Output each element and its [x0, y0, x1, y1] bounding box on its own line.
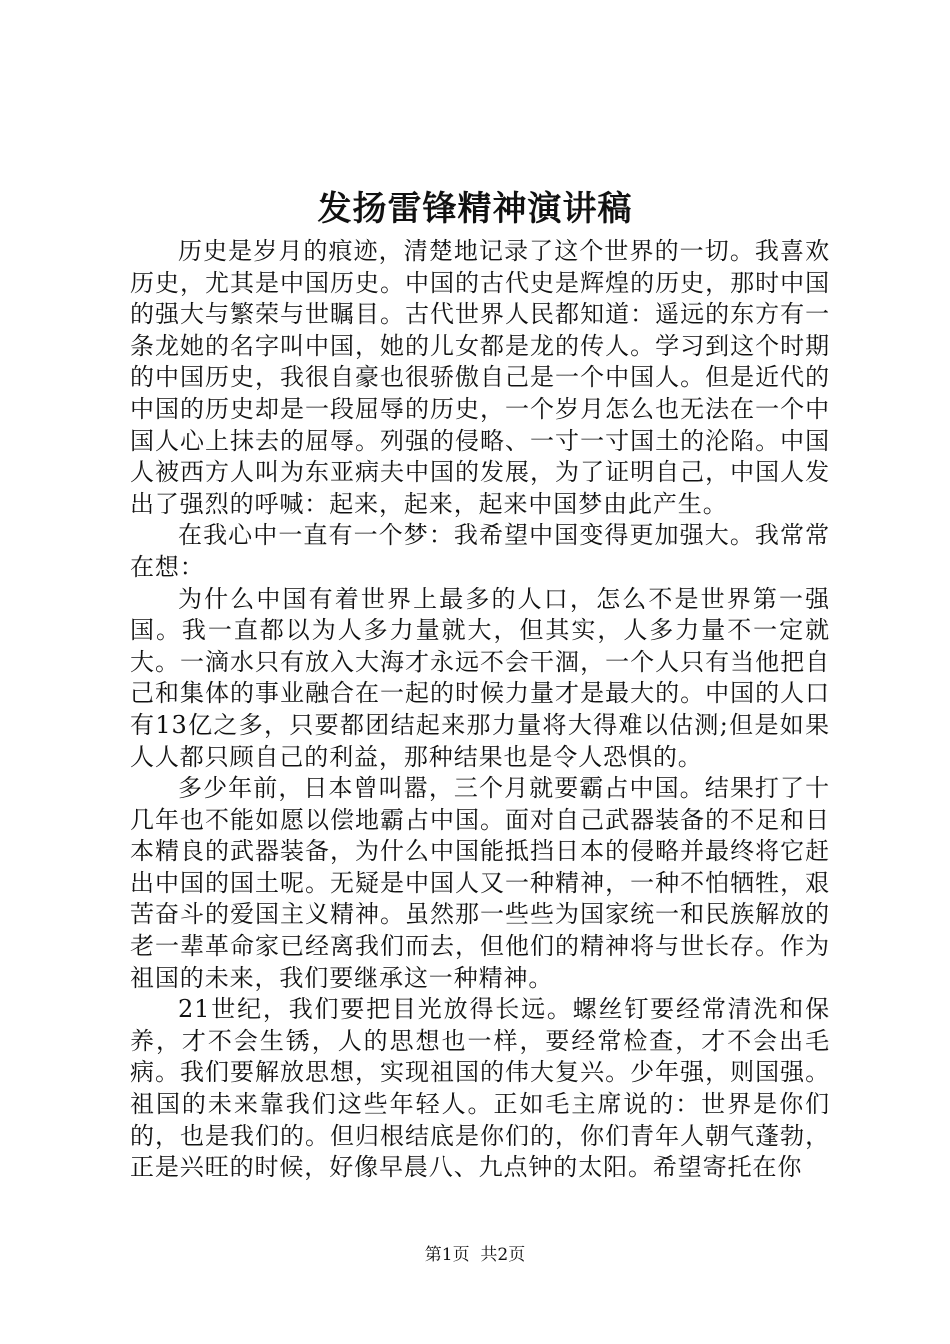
paragraph-population: 为什么中国有着世界上最多的人口，怎么不是世界第一强国。我一直都以为人多力量就大，但其实，人多力量不一定就大。一滴水只有放入大海才永远不会干涸，一个人只有当他把自己和集体的事业融合在一起的时候力量才是最大的。中国的人口有13亿之多，只要都团结起来那力量将大得难以估测;但是如果人人都只顾自己的利益，那种结果也是令人恐惧的。 [130, 584, 830, 771]
paragraph-dream: 在我心中一直有一个梦：我希望中国变得更加强大。我常常在想： [130, 521, 830, 581]
page-footer [0, 1243, 950, 1267]
document-body [130, 236, 830, 1184]
page-number: 第1页 共2页 [424, 1245, 526, 1265]
document-title: 发扬雷锋精神演讲稿 [317, 189, 633, 229]
paragraph-future: 21世纪，我们要把目光放得长远。螺丝钉要经常清洗和保养，才不会生锈，人的思想也一样，要经常检查，才不会出毛病。我们要解放思想，实现祖国的伟大复兴。少年强，则国强。祖国的未来靠我们这些年轻人。正如毛主席说的：世界是你们的，也是我们的。但归根结底是你们的，你们青年人朝气蓬勃，正是兴旺的时候，好像早晨八、九点钟的太阳。希望寄托在你 [130, 995, 830, 1182]
paragraph-resistance: 多少年前，日本曾叫嚣，三个月就要霸占中国。结果打了十几年也不能如愿以偿地霸占中国。面对自己武器装备的不足和日本精良的武器装备，为什么中国能抵挡日本的侵略并最终将它赶出中国的国土呢。无疑是中国人又一种精神，一种不怕牺牲，艰苦奋斗的爱国主义精神。虽然那一些些为国家统一和民族解放的老一辈革命家已经离我们而去，但他们的精神将与世长存。作为祖国的未来，我们要继承这一种精神。 [130, 774, 830, 992]
paragraph-history: 历史是岁月的痕迹，清楚地记录了这个世界的一切。我喜欢历史，尤其是中国历史。中国的古代史是辉煌的历史，那时中国的强大与繁荣与世瞩目。古代世界人民都知道：遥远的东方有一条龙她的名字叫中国，她的儿女都是龙的传人。学习到这个时期的中国历史，我很自豪也很骄傲自己是一个中国人。但是近代的中国的历史却是一段屈辱的历史，一个岁月怎么也无法在一个中国人心上抹去的屈辱。列强的侵略、一寸一寸国土的沦陷。中国人被西方人叫为东亚病夫中国的发展，为了证明自己，中国人发出了强烈的呼喊：起来，起来，起来中国梦由此产生。 [130, 237, 830, 518]
